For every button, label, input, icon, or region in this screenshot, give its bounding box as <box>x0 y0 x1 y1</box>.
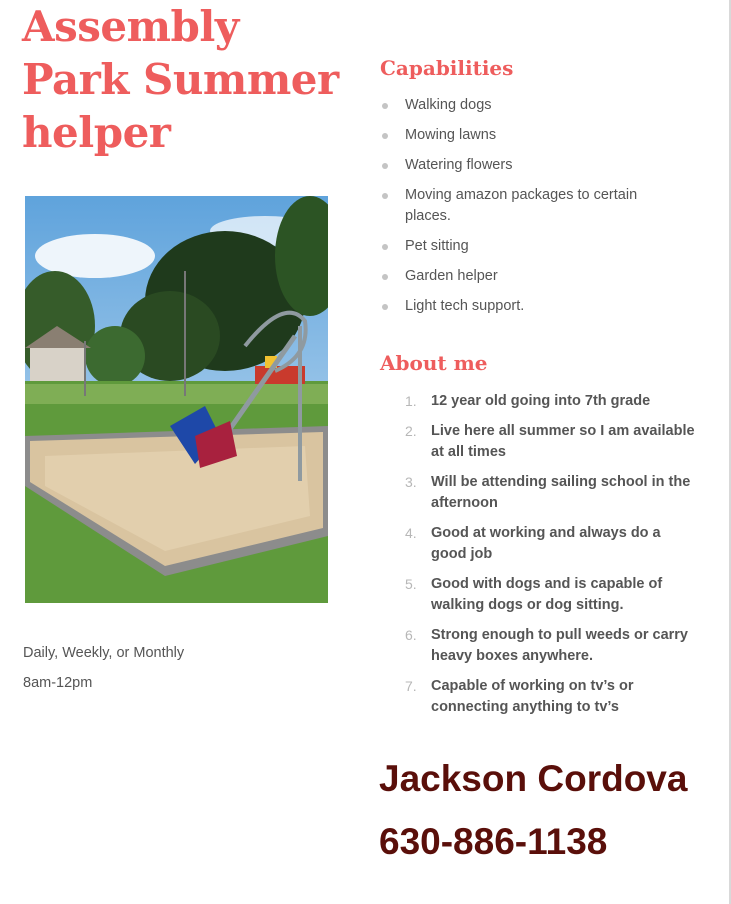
about-item <box>400 472 700 514</box>
capabilities-heading: Capabilities <box>380 56 514 80</box>
bullet-icon <box>382 103 388 109</box>
list-number: 5. <box>405 576 417 592</box>
bullet-icon <box>382 244 388 250</box>
contact-name: Jackson Cordova <box>379 758 688 799</box>
capability-item <box>380 236 680 257</box>
contact-phone: 630-886-1138 <box>379 821 608 862</box>
about-list <box>400 391 700 727</box>
list-number: 3. <box>405 474 417 490</box>
list-number: 4. <box>405 525 417 541</box>
capability-item <box>380 155 680 176</box>
list-number: 6. <box>405 627 417 643</box>
capability-text: Garden helper <box>405 268 498 284</box>
about-text: Capable of working on tv’s or connecting anything to tv’s <box>431 678 634 715</box>
about-text: Good at working and always do a good job <box>431 525 661 562</box>
list-number: 7. <box>405 678 417 694</box>
capability-item <box>380 266 680 287</box>
about-text: 12 year old going into 7th grade <box>431 393 651 409</box>
list-number: 2. <box>405 423 417 439</box>
playground-illustration <box>25 196 328 603</box>
bullet-icon <box>382 274 388 280</box>
capability-text: Pet sitting <box>405 238 469 254</box>
capability-item <box>380 125 680 146</box>
about-item <box>400 391 700 412</box>
about-text: Will be attending sailing school in the afternoon <box>431 474 691 511</box>
capability-text: Mowing lawns <box>405 127 497 143</box>
capability-item <box>380 296 680 317</box>
page-title: Assembly Park Summer helper <box>22 2 339 157</box>
capabilities-list <box>380 95 680 326</box>
capability-text: Moving amazon packages to certain places. <box>405 187 638 224</box>
about-item <box>400 625 700 667</box>
bullet-icon <box>382 163 388 169</box>
about-item <box>400 676 700 718</box>
list-number: 1. <box>405 393 417 409</box>
bullet-icon <box>382 133 388 139</box>
about-heading: About me <box>380 351 488 375</box>
capability-text: Walking dogs <box>405 97 492 113</box>
about-item <box>400 523 700 565</box>
capability-text: Light tech support. <box>405 298 525 314</box>
capability-item <box>380 185 680 227</box>
about-text: Live here all summer so I am available at all times <box>431 423 695 460</box>
playground-photo <box>25 196 328 603</box>
capability-text: Watering flowers <box>405 157 513 173</box>
bullet-icon <box>382 304 388 310</box>
about-item <box>400 421 700 463</box>
about-item <box>400 574 700 616</box>
about-text: Strong enough to pull weeds or carry heavy boxes anywhere. <box>431 627 688 664</box>
capability-item <box>380 95 680 116</box>
bullet-icon <box>382 193 388 199</box>
schedule-days: Daily, Weekly, or Monthly <box>23 645 185 661</box>
about-text: Good with dogs and is capable of walking dogs or dog sitting. <box>431 576 663 613</box>
schedule-hours: 8am-12pm <box>23 675 93 691</box>
